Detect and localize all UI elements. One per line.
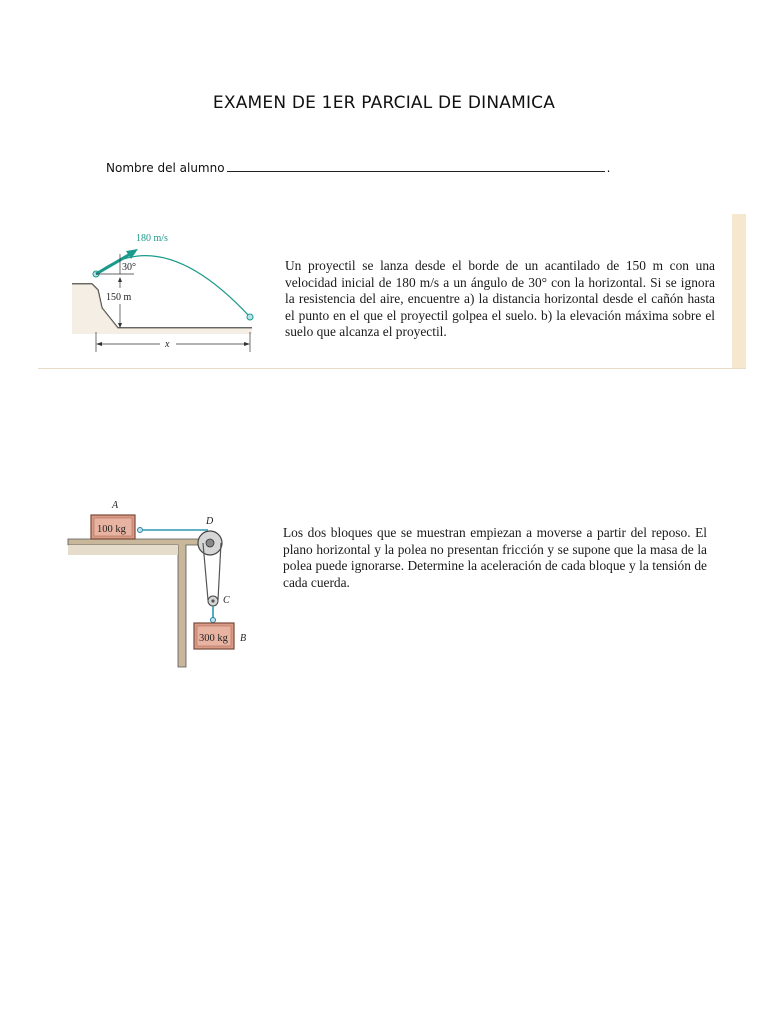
block-a-mass: 100 kg [97, 524, 126, 535]
block-b-name: B [240, 633, 247, 644]
distance-label: x [165, 339, 170, 350]
student-name-label: Nombre del alumno [106, 161, 225, 175]
student-name-end: . [606, 161, 611, 175]
pulley-d-label: D [206, 516, 214, 527]
student-name-line [106, 160, 610, 175]
velocity-label: 180 m/s [136, 233, 168, 244]
block-b-mass: 300 kg [199, 633, 228, 644]
angle-label: 30° [122, 262, 136, 273]
blocks-pulley-figure [60, 495, 260, 670]
pulley-c-label: C [223, 595, 230, 606]
problem-1 [38, 214, 746, 369]
problem-2 [60, 495, 720, 670]
problem-2-text: Los dos bloques que se muestran empiezan a moverse a partir del reposo. El plano horizontal y la polea no presentan fricción y se supone que la masa de la polea puede ignorarse. Determine la aceleración de cada bloque y la tensión de cada cuerda. [283, 525, 707, 590]
problem-1-text: Un proyectil se lanza desde el borde de un acantilado de 150 m con una velocidad inicial de 180 m/s a un ángulo de 30° con la horizontal. Si se ignora la resistencia del aire, encuentre a) la distancia horizontal desde el cañón hasta el punto en el que el proyectil golpea el suelo. b) la elevación máxima sobre el suelo que alcanza el proyectil. [285, 258, 715, 340]
projectile-figure [72, 224, 272, 354]
block-a-name: A [112, 500, 119, 511]
exam-title: EXAMEN DE 1ER PARCIAL DE DINAMICA [212, 93, 556, 113]
height-label: 150 m [106, 292, 132, 303]
student-name-blank[interactable] [227, 160, 605, 172]
